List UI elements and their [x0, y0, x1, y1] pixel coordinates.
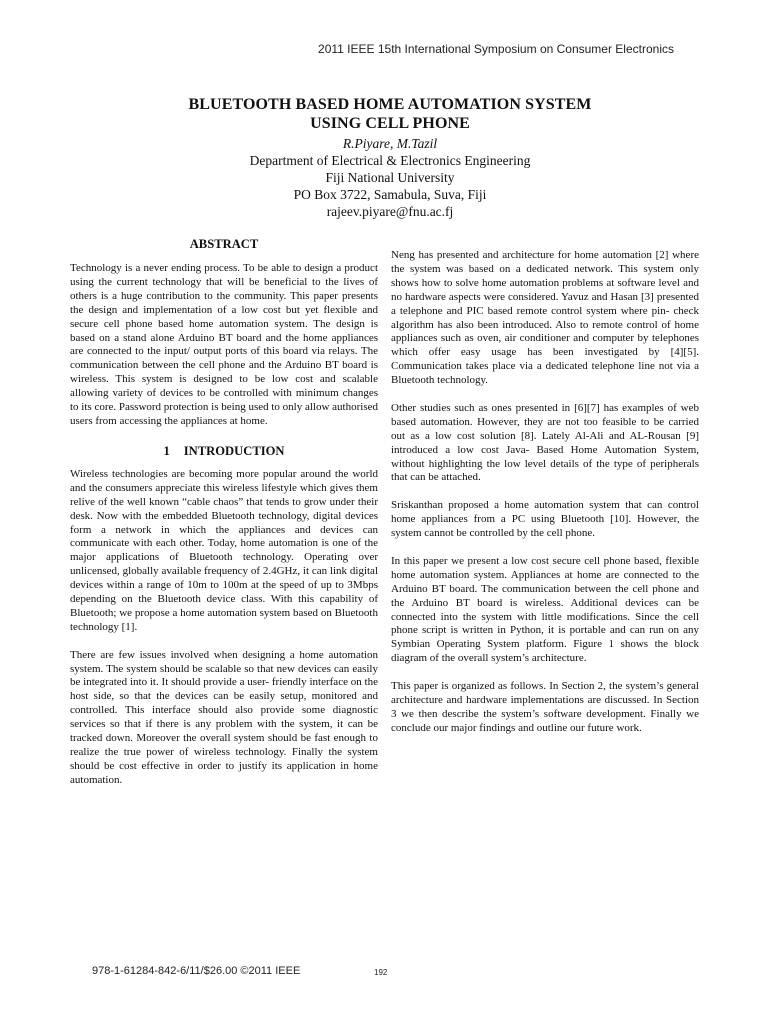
paper-title: [60, 95, 720, 133]
body-paragraph-5: This paper is organized as follows. In Section 2, the system’s general architecture and hardware implementations are discussed. In Section 3 we then describe the system’s software development. Finally we conclude our major findings and outline our future work.: [391, 680, 699, 734]
body-paragraph-4: In this paper we present a low cost secure cell phone based, flexible home automation system. Appliances at home are connected to the Arduino BT board. The communication between the cell phone and the Arduino BT board is wireless. Additional devices can be connected into the system with little modifications. Since the cell phone script is written in Python, it is portable and can run on any Symbian Operating System platform. Figure 1 shows the block diagram of the overall system’s architecture.: [391, 554, 699, 665]
affiliation-department: Department of Electrical & Electronics Engineering: [249, 153, 531, 168]
body-paragraph-1: Neng has presented and architecture for home automation [2] where the system was based on a dedicated network. This system only shows how to solve home automation problems at software level and no hardware aspects were considered. Yavuz and Hasan [3] presented a telephone and PIC based remote control system where pin- check algorithm has also been introduced. Also to remote control of home appliances such as oven, air conditioner and computer by telephones which offer easy usage has been investigated by [4][5]. Communication takes place via a dedicated telephone line not via a Bluetooth technology.: [391, 249, 699, 387]
title-block: [60, 95, 720, 220]
abstract-text: Technology is a never ending process. To be able to design a product using the current technology that will be beneficial to the lives of others is a huge contribution to the community. This paper presents the design and implementation of a low cost but yet flexible and secure cell phone based home automation system. The design is based on a stand alone Arduino BT board and the home appliances are connected to the input/ output ports of this board via relays. The communication between the cell phone and the Arduino BT board is wireless. This system is designed to be low cost and scalable allowing variety of devices to be controlled with minimum changes to its core. Password protection is being used to only allow authorised users from accessing the appliances at home.: [70, 262, 378, 427]
body-paragraph-2: Other studies such as ones presented in [6][7] has examples of web based automation. However, they are not too feasible to be carried out as a low cost solution [8]. Lately Al-Ali and AL-Rousan [9] introduced a low cost Java- Based Home Automation System, without highlighting the low level details of the type of peripherals that can be attached.: [391, 401, 699, 484]
title-line-1: BLUETOOTH BASED HOME AUTOMATION SYSTEM: [188, 96, 592, 113]
right-column: [391, 249, 699, 750]
affiliation-address: PO Box 3722, Samabula, Suva, Fiji: [293, 187, 487, 202]
conference-header: 2011 IEEE 15th International Symposium on Consumer Electronics: [318, 42, 674, 56]
intro-paragraph-1: Wireless technologies are becoming more popular around the world and the consumers appreciate this wireless lifestyle which gives them relive of the well known “cable chaos” that tends to grow under their desk. Now with the embedded Bluetooth technology, digital devices form a network in which the appliances and devices can communicate with each other. Today, home automation is one of the major applications of Bluetooth technology. Operating over unlicensed, globally available frequency of 2.4GHz, it can link digital devices within a range of 10m to 100m at the speed of up to 3Mbps depending on the Bluetooth device class. With this capability of Bluetooth; we propose a home automation system based on Bluetooth technology [1].: [70, 467, 378, 633]
author-email: rajeev.piyare@fnu.ac.fj: [326, 204, 454, 219]
affiliation-university: Fiji National University: [325, 170, 455, 185]
section-number: 1: [163, 443, 170, 458]
section-title: INTRODUCTION: [183, 443, 285, 458]
intro-paragraph-2: There are few issues involved when designing a home automation system. The system should be scalable so that new devices can easily be integrated into it. It should provide a user- friendly interface on the host side, so that the devices can be easily setup, monitored and controlled. This interface should also provide some diagnostic services so that if there is any problem with the system, it can be tracked down. Moreover the overall system should be fast enough to realize the true power of wireless technology. Finally the system should be cost effective in order to justify its application in home automation.: [70, 648, 378, 786]
abstract-heading: ABSTRACT: [189, 237, 259, 251]
authors: R.Piyare, M.Tazil: [342, 136, 438, 151]
page-number: 192: [374, 968, 388, 977]
body-paragraph-3: Sriskanthan proposed a home automation system that can control home appliances from a PC using Bluetooth [10]. However, the system cannot be controlled by the cell phone.: [391, 499, 699, 540]
introduction-heading: [70, 443, 378, 459]
title-line-2: USING CELL PHONE: [310, 115, 470, 132]
footer-isbn: 978-1-61284-842-6/11/$26.00 ©2011 IEEE: [92, 965, 301, 977]
left-column: [70, 236, 378, 802]
